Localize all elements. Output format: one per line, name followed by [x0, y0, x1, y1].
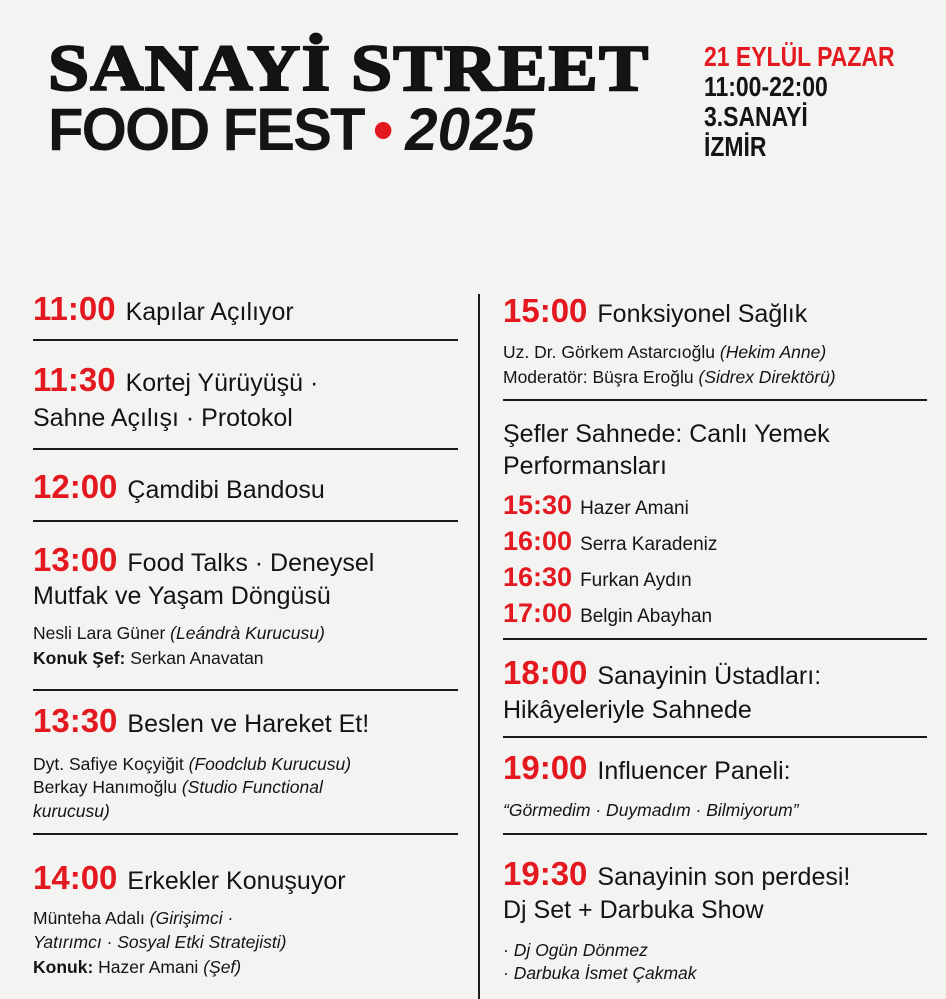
event-city: İZMİR	[704, 131, 767, 162]
speaker-role: Yatırımcı · Sosyal Etki Stratejisti)	[33, 932, 287, 952]
item-time: 15:00	[503, 292, 588, 329]
chef-item	[503, 560, 692, 598]
divider	[33, 689, 458, 691]
item-title-cont: Mutfak ve Yaşam Döngüsü	[33, 582, 331, 610]
item-time: 16:30	[503, 562, 573, 592]
item-title: Kapılar Açılıyor	[125, 298, 294, 326]
item-time: 13:00	[33, 541, 118, 578]
item-time: 18:00	[503, 654, 588, 691]
section-title-cont: Performansları	[503, 452, 667, 480]
item-title-cont: Sahne Açılışı · Protokol	[33, 404, 293, 432]
chef-item	[503, 488, 689, 526]
speaker	[33, 621, 325, 645]
item-title-cont: Dj Set + Darbuka Show	[503, 896, 764, 924]
speaker-name: Nesli Lara Güner	[33, 623, 171, 643]
speaker-role: (Girişimci ·	[149, 908, 234, 928]
speaker-name: Uz. Dr. Görkem Astarcıoğlu	[503, 342, 720, 362]
title-line-1: SANAYİ STREET	[48, 32, 650, 105]
event-venue: 3.SANAYİ	[704, 101, 808, 132]
chef-name: Belgin Abayhan	[580, 606, 713, 627]
item-time: 11:30	[33, 361, 116, 398]
speaker-name: Berkay Hanımoğlu	[33, 777, 182, 797]
speaker	[33, 955, 241, 979]
title-line-2	[48, 98, 535, 162]
item-time: 15:30	[503, 490, 573, 520]
item-title: Food Talks · Deneysel	[127, 549, 375, 577]
speaker-name: Dyt. Safiye Koçyiğit	[33, 754, 189, 774]
speaker	[503, 365, 836, 389]
divider	[503, 736, 927, 738]
item-time: 17:00	[503, 598, 573, 628]
speaker-role: (Sidrex Direktörü)	[698, 367, 836, 387]
item-title: Erkekler Konuşuyor	[127, 867, 346, 895]
item-title: Sanayinin son perdesi!	[597, 863, 851, 891]
item-title: Sanayinin Üstadları:	[597, 662, 822, 690]
item-time: 14:00	[33, 859, 118, 896]
speaker-name: Serkan Anavatan	[125, 648, 264, 668]
divider	[33, 520, 458, 522]
schedule-item	[33, 363, 318, 400]
schedule-item	[33, 543, 374, 580]
speaker-name: Münteha Adalı	[33, 908, 150, 928]
performer-item: · Dj Ogün Dönmez	[503, 940, 648, 960]
event-date: 21 EYLÜL PAZAR	[704, 41, 895, 72]
chef-item	[503, 596, 712, 634]
speaker-label: Konuk Şef:	[33, 648, 126, 668]
red-dot-icon	[375, 122, 391, 139]
speaker	[33, 906, 233, 930]
speaker	[33, 752, 351, 776]
schedule-item	[33, 704, 369, 741]
speaker-role: (Hekim Anne)	[719, 342, 827, 362]
title-food-fest: FOOD FEST	[48, 96, 364, 163]
event-hours: 11:00-22:00	[704, 71, 828, 102]
column-divider	[478, 294, 480, 999]
panel-quote: “Görmedim · Duymadım · Bilmiyorum”	[503, 800, 799, 820]
item-title: Çamdibi Bandosu	[127, 476, 325, 504]
schedule-item	[33, 861, 346, 898]
speaker-role: (Leándrà Kurucusu)	[170, 623, 325, 643]
item-time: 16:00	[503, 526, 573, 556]
divider	[503, 399, 927, 401]
divider	[503, 638, 927, 640]
performer-item: · Darbuka İsmet Çakmak	[503, 963, 697, 983]
section-title: Şefler Sahnede: Canlı Yemek	[503, 420, 830, 448]
item-title: Influencer Paneli:	[597, 757, 791, 785]
item-time: 11:00	[33, 290, 116, 327]
speaker-role-cont	[33, 799, 110, 823]
speaker	[33, 775, 323, 799]
schedule-item	[503, 857, 850, 894]
divider	[503, 833, 927, 835]
item-time: 19:30	[503, 855, 588, 892]
title-year: 2025	[405, 96, 535, 163]
schedule-item	[503, 294, 807, 331]
speaker-role: (Foodclub Kurucusu)	[188, 754, 352, 774]
divider	[33, 448, 458, 450]
speaker-label: Konuk:	[33, 957, 94, 977]
speaker	[503, 340, 826, 364]
speaker-name: Moderatör: Büşra Eroğlu	[503, 367, 699, 387]
divider	[33, 833, 458, 835]
speaker-role: (Studio Functional	[181, 777, 323, 797]
speaker-name: Hazer Amani	[93, 957, 204, 977]
chef-name: Furkan Aydın	[580, 570, 692, 591]
speaker	[33, 646, 264, 670]
chef-name: Serra Karadeniz	[580, 534, 718, 555]
schedule-item	[33, 470, 325, 507]
item-title: Kortej Yürüyüşü ·	[125, 369, 319, 397]
schedule-item	[33, 292, 294, 329]
divider	[33, 339, 458, 341]
chef-name: Hazer Amani	[580, 498, 689, 519]
schedule-item	[503, 656, 821, 693]
item-time: 12:00	[33, 468, 118, 505]
item-title: Beslen ve Hareket Et!	[127, 710, 370, 738]
speaker-role-cont	[33, 930, 286, 954]
item-title-cont: Hikâyeleriyle Sahnede	[503, 696, 752, 724]
speaker-role: kurucusu)	[33, 801, 110, 821]
item-title: Fonksiyonel Sağlık	[597, 300, 808, 328]
schedule-item	[503, 751, 791, 788]
item-time: 13:30	[33, 702, 118, 739]
item-time: 19:00	[503, 749, 588, 786]
chef-item	[503, 524, 717, 562]
speaker-role: (Şef)	[203, 957, 242, 977]
